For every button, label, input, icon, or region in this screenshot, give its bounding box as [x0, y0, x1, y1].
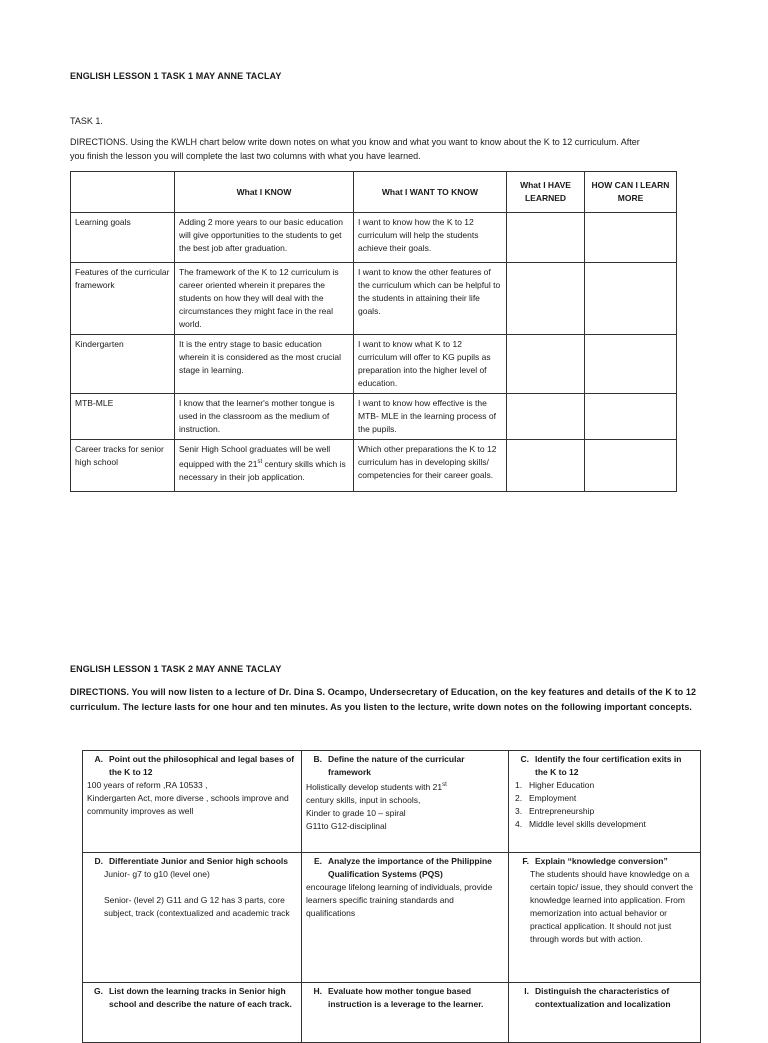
list-item: 2. Employment	[515, 793, 577, 803]
cell-f-answer: The students should have knowledge on a certain topic/ issue, they should convert the knowledge learned into application. From memorization into actual behavior or practical application. It should not just through words but with action.	[530, 869, 694, 944]
cell-g-question: List down the learning tracks in Senior high school and describe the nature of each track.	[109, 986, 292, 1009]
cell-h: H. Evaluate how mother tongue based instruction is a leverage to the learner.	[302, 983, 509, 1043]
list-item: 4. Middle level skills development	[515, 819, 646, 829]
cell-d-answer2: Senior- (level 2) G11 and G 12 has 3 parts, core subject, track (contextualized and academic track	[104, 895, 290, 918]
cell-i: I. Distinguish the characteristics of contextualization and localization	[509, 983, 701, 1043]
row-topic: Kindergarten	[71, 335, 175, 394]
row-more	[585, 335, 677, 394]
table-row	[71, 335, 677, 394]
table-row	[71, 263, 677, 335]
kwlh-header-know: What I KNOW	[175, 172, 354, 213]
cell-e-answer: encourage lifelong learning of individuals, provide learners specific training standards and qualifications	[306, 882, 493, 918]
task2-table	[82, 750, 701, 1043]
kwlh-header-more: HOW CAN I LEARN MORE	[585, 172, 677, 213]
cell-a-question: Point out the philosophical and legal bases of the K to 12	[109, 754, 295, 777]
cell-e: E. Analyze the importance of the Philippine Qualification Systems (PQS) encourage lifelong learning of individuals, provide learners specific training standards and qualifications	[302, 853, 509, 983]
cell-c-question: Identify the four certification exits in the K to 12	[535, 754, 682, 777]
row-want: I want to know the other features of the curriculum which can be helpful to the students in attaining their life goals.	[354, 263, 507, 335]
row-learned	[507, 213, 585, 263]
row-want: I want to know how effective is the MTB- MLE in the learning process of the pupils.	[354, 394, 507, 440]
cell-h-question: Evaluate how mother tongue based instruction is a leverage to the learner.	[328, 986, 484, 1009]
cell-e-question: Analyze the importance of the Philippine Qualification Systems (PQS)	[328, 856, 492, 879]
row-want: I want to know how the K to 12 curriculum will help the students achieve their goals.	[354, 213, 507, 263]
certification-exits-list	[513, 779, 696, 831]
row-want: I want to know what K to 12 curriculum will offer to KG pupils as preparation into the higher level of education.	[354, 335, 507, 394]
row-learned	[507, 263, 585, 335]
list-item: 1. Higher Education	[515, 780, 595, 790]
cell-b-answer: Holistically develop students with 21st century skills, input in schools, Kinder to grade 10 – spiral G11to G12-disciplinal	[306, 781, 447, 831]
task2-title: ENGLISH LESSON 1 TASK 2 MAY ANNE TACLAY	[70, 664, 282, 674]
row-know: The framework of the K to 12 curriculum is career oriented wherein it prepares the students on how they will deal with the circumstances they might face in the real world.	[175, 263, 354, 335]
cell-d-question: Differentiate Junior and Senior high schools	[109, 856, 288, 866]
task1-directions-line1: DIRECTIONS. Using the KWLH chart below write down notes on what you know and what you want to know about the K to 12 curriculum. After	[70, 137, 640, 147]
row-learned	[507, 394, 585, 440]
cell-b-question: Define the nature of the curricular framework	[328, 754, 465, 777]
kwlh-header-row	[71, 172, 677, 213]
row-topic: Career tracks for senior high school	[71, 440, 175, 492]
kwlh-header-learned: What I HAVE LEARNED	[507, 172, 585, 213]
list-item: 3. Entrepreneurship	[515, 806, 595, 816]
row-more	[585, 440, 677, 492]
row-know: Adding 2 more years to our basic education will give opportunities to the students to get the best job after graduation.	[175, 213, 354, 263]
cell-d: D. Differentiate Junior and Senior high schools Junior- g7 to g10 (level one) Senior- (level 2) G11 and G 12 has 3 parts, core subject, track (contextualized and academic track	[83, 853, 302, 983]
row-more	[585, 394, 677, 440]
cell-d-answer1: Junior- g7 to g10 (level one)	[104, 869, 210, 879]
row-topic: Learning goals	[71, 213, 175, 263]
cell-f-question: Explain “knowledge conversion”	[535, 856, 668, 866]
row-know: I know that the learner's mother tongue is used in the classroom as the medium of instruction.	[175, 394, 354, 440]
table-row	[83, 853, 701, 983]
row-want: Which other preparations the K to 12 curriculum has in developing skills/ competencies for their career goals.	[354, 440, 507, 492]
row-more	[585, 213, 677, 263]
task1-label: TASK 1.	[70, 116, 103, 126]
table-row	[71, 394, 677, 440]
cell-b: B. Define the nature of the curricular framework Holistically develop students with 21st century skills, input in schools, Kinder to grade 10 – spiral G11to G12-disciplinal	[302, 751, 509, 853]
row-know: Senir High School graduates will be well equipped with the 21st century skills which is necessary in their job application.	[175, 440, 354, 492]
table-row	[71, 213, 677, 263]
row-topic: MTB-MLE	[71, 394, 175, 440]
row-learned	[507, 335, 585, 394]
cell-f: F. Explain “knowledge conversion” The students should have knowledge on a certain topic/ issue, they should convert the knowledge learned into application. From memorization into actual behavior or practical application. It should not just through words but with action.	[509, 853, 701, 983]
kwlh-header-topic	[71, 172, 175, 213]
row-topic: Features of the curricular framework	[71, 263, 175, 335]
task1-title: ENGLISH LESSON 1 TASK 1 MAY ANNE TACLAY	[70, 71, 282, 81]
cell-i-question: Distinguish the characteristics of contextualization and localization	[535, 986, 671, 1009]
row-learned	[507, 440, 585, 492]
kwlh-header-want: What I WANT TO KNOW	[354, 172, 507, 213]
table-row	[71, 440, 677, 492]
row-more	[585, 263, 677, 335]
task1-directions-line2: you finish the lesson you will complete the last two columns with what you have learned.	[70, 151, 421, 161]
cell-g: G. List down the learning tracks in Senior high school and describe the nature of each track.	[83, 983, 302, 1043]
kwlh-table	[70, 171, 677, 492]
row-know: It is the entry stage to basic education wherein it is considered as the most crucial stage in learning.	[175, 335, 354, 394]
table-row	[83, 983, 701, 1043]
cell-a: A. Point out the philosophical and legal bases of the K to 12 100 years of reform ,RA 10533 , Kindergarten Act, more diverse , schools improve and community improves as well	[83, 751, 302, 853]
table-row	[83, 751, 701, 853]
cell-c: C. Identify the four certification exits in the K to 12 1. Higher Education 2. Employment 3. Entrepreneurship 4. Middle level skills development	[509, 751, 701, 853]
cell-a-answer: 100 years of reform ,RA 10533 , Kindergarten Act, more diverse , schools improve and community improves as well	[87, 780, 289, 816]
task2-directions: DIRECTIONS. You will now listen to a lecture of Dr. Dina S. Ocampo, Undersecretary of Education, on the key features and details of the K to 12 curriculum. The lecture lasts for one hour and ten minutes. As you listen to the lecture, write down notes on the following important concepts.	[70, 687, 697, 712]
